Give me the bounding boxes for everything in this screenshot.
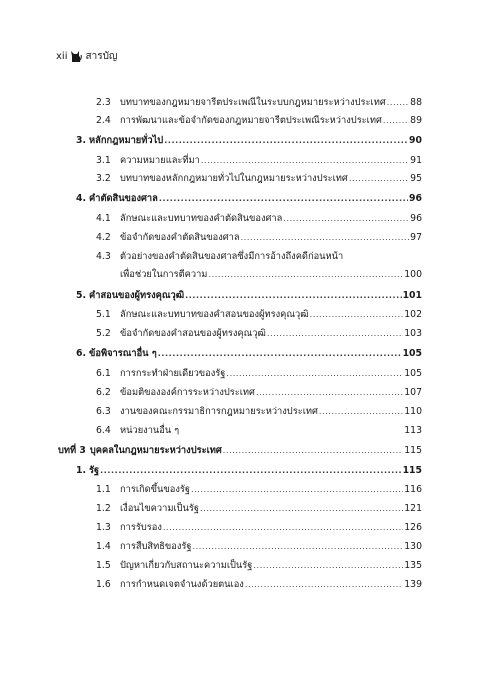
toc-entry-title: ความหมายและที่มา <box>120 155 200 166</box>
toc-entry-number: 1.6 <box>96 579 111 590</box>
toc-entry-title: ข้อมติขององค์การระหว่างประเทศ <box>120 387 255 398</box>
toc-entry-number: 1.4 <box>96 541 111 552</box>
leader-dots <box>163 523 403 532</box>
toc-entry-title: เงื่อนไขความเป็นรัฐ <box>120 503 200 514</box>
toc-section-number: 6. <box>76 348 87 359</box>
leader-dots <box>223 446 403 455</box>
toc-entry-title: การกำหนดเจตจำนงด้วยตนเอง <box>120 579 244 590</box>
toc-entry <box>96 366 422 381</box>
toc-entry-title: ลักษณะและบทบาทของคำสอนของผู้ทรงคุณวุฒิ <box>120 309 309 320</box>
toc-section-page: 90 <box>409 135 422 146</box>
toc-entry-page: 102 <box>404 309 422 320</box>
toc-section <box>76 288 422 303</box>
toc-entry-number: 1.1 <box>96 484 111 495</box>
toc-entry-page: 113 <box>404 425 422 436</box>
toc-entry <box>96 577 422 592</box>
leader-dots <box>164 136 408 145</box>
toc-section-page: 105 <box>402 348 422 359</box>
toc-entry-number: 4.2 <box>96 232 111 243</box>
leader-dots <box>208 270 403 279</box>
leader-dots <box>253 561 403 570</box>
toc-entry-number: 6.3 <box>96 406 111 417</box>
toc-entry-number: 1.5 <box>96 560 111 571</box>
toc-entry-number: 5.1 <box>96 309 111 320</box>
page-number-label: xii <box>56 51 68 62</box>
leader-dots <box>383 116 409 125</box>
toc-section-number: 5. <box>76 290 87 301</box>
toc-entry-continuation <box>120 267 422 282</box>
toc-entry-title: ข้อจำกัดของคำตัดสินของศาล <box>120 232 240 243</box>
toc-section-title: คำตัดสินของศาล <box>89 193 158 204</box>
toc-entry-page: 110 <box>404 406 422 417</box>
toc-entry <box>96 95 422 110</box>
toc-entry-number: 5.2 <box>96 328 111 339</box>
toc-entry <box>96 326 422 341</box>
leader-dots <box>241 233 410 242</box>
toc-entry-title: การเกิดขึ้นของรัฐ <box>120 484 190 495</box>
leader-dots <box>245 580 403 589</box>
leader-dots <box>193 542 404 551</box>
toc-entry <box>96 501 422 516</box>
toc-entry-title: บทบาทของกฎหมายจารีตประเพณีในระบบกฎหมายระหว่างประเทศ <box>120 97 386 108</box>
toc-entry-title: การสืบสิทธิของรัฐ <box>120 541 192 552</box>
toc-entry-title: ข้อจำกัดของคำสอนของผู้ทรงคุณวุฒิ <box>120 328 266 339</box>
leader-dots <box>310 310 404 319</box>
toc-entry-number: 6.2 <box>96 387 111 398</box>
toc-section-title: รัฐ <box>89 465 100 476</box>
toc-entry-page: 107 <box>404 387 422 398</box>
toc-entry <box>96 153 422 168</box>
toc-entry-page: 100 <box>404 269 422 280</box>
toc-section <box>76 191 422 206</box>
toc-entry-page: 103 <box>404 328 422 339</box>
toc-entry-page: 96 <box>410 213 422 224</box>
leader-dots <box>185 291 401 300</box>
toc-entry-number: 4.1 <box>96 213 111 224</box>
toc-entry-title: เพื่อช่วยในการตีความ <box>120 269 208 280</box>
toc-chapter-title: บุคคลในกฎหมายระหว่างประเทศ <box>89 445 222 456</box>
toc-section-page: 115 <box>402 465 422 476</box>
page-header-title: สารบัญ <box>85 51 118 62</box>
toc-section <box>76 346 422 361</box>
toc-entry-number: 2.4 <box>96 115 111 126</box>
toc-section-page: 101 <box>402 290 422 301</box>
toc-section-title: หลักกฎหมายทั่วไป <box>89 135 164 146</box>
toc-entry <box>96 171 422 186</box>
toc-entry <box>96 539 422 554</box>
toc-entry-page: 105 <box>404 368 422 379</box>
leader-dots <box>319 407 403 416</box>
leader-dots <box>283 214 409 223</box>
leader-dots <box>100 466 401 475</box>
toc-section <box>76 463 422 478</box>
toc-entry-title: การรับรอง <box>120 522 162 533</box>
toc-section <box>76 133 422 148</box>
toc-entry <box>96 558 422 573</box>
toc-entry-number: 1.3 <box>96 522 111 533</box>
toc-entry-title: หน่วยงานอื่น ๆ <box>120 425 180 436</box>
toc-entry-multiline <box>96 249 422 264</box>
toc-entry-page: 95 <box>410 173 422 184</box>
toc-entry-page: 91 <box>410 155 422 166</box>
toc-section-number: 3. <box>76 135 87 146</box>
leader-dots <box>387 98 409 107</box>
toc-entry-title: ปัญหาเกี่ยวกับสถานะความเป็นรัฐ <box>120 560 253 571</box>
leader-dots <box>201 156 409 165</box>
toc-entry <box>96 404 422 419</box>
toc-entry-title: บทบาทของหลักกฎหมายทั่วไปในกฎหมายระหว่างประเทศ <box>120 173 348 184</box>
toc-entry-page: 88 <box>410 97 422 108</box>
toc-section-number: 1. <box>76 465 87 476</box>
toc-entry <box>96 520 422 535</box>
toc-entry-title: ลักษณะและบทบาทของคำตัดสินของศาล <box>120 213 283 224</box>
leader-dots <box>349 174 409 183</box>
toc-entry <box>96 482 422 497</box>
leader-dots <box>226 369 403 378</box>
leader-dots <box>267 329 403 338</box>
toc-entry-number: 6.1 <box>96 368 111 379</box>
toc-entry-page: 121 <box>404 503 422 514</box>
toc-entry <box>96 113 422 128</box>
toc-entry-page: 126 <box>404 522 422 533</box>
toc-entry-number: 2.3 <box>96 97 111 108</box>
toc-entry <box>96 423 422 438</box>
toc-entry-number: 1.2 <box>96 503 111 514</box>
toc-entry-page: 97 <box>410 232 422 243</box>
toc-entry-title: การพัฒนาและข้อจำกัดของกฎหมายจารีตประเพณีระหว่างประเทศ <box>120 115 382 126</box>
toc-entry-title: การกระทำฝ่ายเดียวของรัฐ <box>120 368 226 379</box>
toc-entry-number: 3.1 <box>96 155 111 166</box>
leader-dots <box>158 349 402 358</box>
toc-chapter-page: 115 <box>404 445 422 456</box>
leader-dots <box>191 485 403 494</box>
toc-section-number: 4. <box>76 193 87 204</box>
toc-section-title: ข้อพิจารณาอื่น ๆ <box>89 348 157 359</box>
toc-entry-page: 89 <box>410 115 422 126</box>
toc-entry-title: งานของคณะกรรมาธิการกฎหมายระหว่างประเทศ <box>120 406 318 417</box>
toc-entry-page: 130 <box>404 541 422 552</box>
toc-section-page: 96 <box>409 193 422 204</box>
leader-dots <box>159 194 408 203</box>
toc-section-title: คำสอนของผู้ทรงคุณวุฒิ <box>89 290 185 301</box>
toc-chapter <box>58 443 422 458</box>
toc-entry-page: 135 <box>404 560 422 571</box>
toc-chapter-number: บทที่ 3 <box>58 445 86 456</box>
toc-entry-page: 139 <box>404 579 422 590</box>
leader-dots <box>200 504 403 513</box>
toc-entry-number: 3.2 <box>96 173 111 184</box>
toc-entry-page: 116 <box>404 484 422 495</box>
toc-entry-number: 6.4 <box>96 425 111 436</box>
toc-entry <box>96 230 422 245</box>
leader-dots <box>256 388 403 397</box>
toc-entry <box>96 385 422 400</box>
toc-entry <box>96 211 422 226</box>
toc-entry <box>96 307 422 322</box>
toc-entry-title: ตัวอย่างของคำตัดสินของศาลซึ่งมีการอ้างถึงคดีก่อนหน้า <box>120 251 344 262</box>
toc-entry-number: 4.3 <box>96 251 111 262</box>
